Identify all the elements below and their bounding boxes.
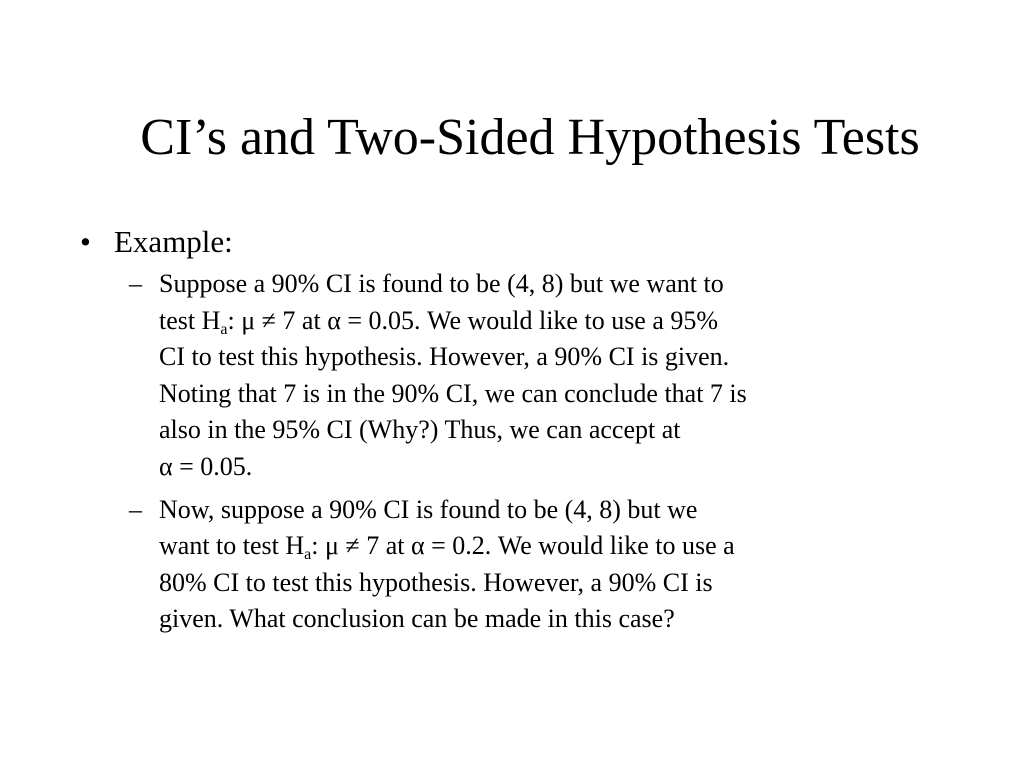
sub-bullet-list [129,266,919,638]
item2-line-2-start: want to test H [159,531,305,561]
item2-line-3: 80% CI to test this hypothesis. However, a 90% CI is [159,567,713,597]
item2-line-1: Now, suppose a 90% CI is found to be (4, 8) but we [159,494,698,524]
item2-line-2-end: : μ ≠ 7 at α = 0.2. We would like to use a [311,531,735,561]
sub-bullet-item-2 [129,492,919,638]
bullet-marker: • [80,224,91,259]
item1-line-5: also in the 95% CI (Why?) Thus, we can accept at [159,415,681,445]
sub-bullet-item-1 [129,266,919,486]
item1-subscript: a [220,320,228,338]
item1-line-6: α = 0.05. [159,451,253,481]
bullet-example [80,222,980,262]
item1-line-3: CI to test this hypothesis. However, a 90% CI is given. [159,342,730,372]
slide-title: CI’s and Two-Sided Hypothesis Tests [140,109,920,166]
item1-line-2-start: test H [159,305,221,335]
sub-bullet-marker: – [129,269,142,298]
sub-bullet-marker: – [129,494,142,524]
item1-line-4: Noting that 7 is in the 90% CI, we can conclude that 7 is [159,378,747,408]
bullet-list [80,222,980,644]
item1-line-1: Suppose a 90% CI is found to be (4, 8) but we want to [159,269,724,298]
item1-line-2-end: : μ ≠ 7 at α = 0.05. We would like to use a 95% [227,305,719,335]
item2-line-2 [159,528,919,565]
bullet-text: Example: [114,224,233,259]
item2-subscript: a [304,546,312,564]
item1-line-2 [159,303,919,340]
item2-line-4: given. What conclusion can be made in this case? [159,604,675,634]
